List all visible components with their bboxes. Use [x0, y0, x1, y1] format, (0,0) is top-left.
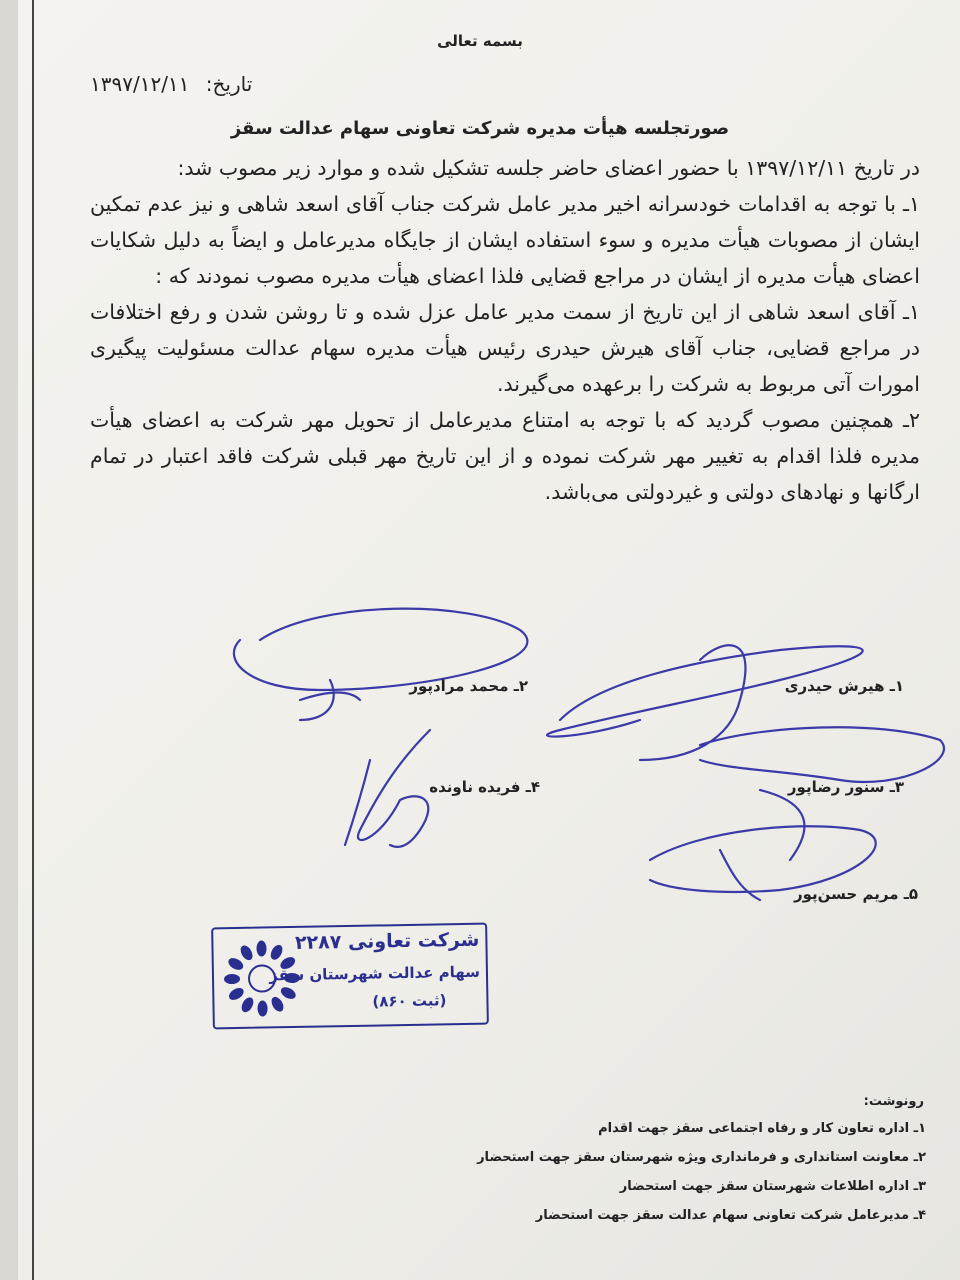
signatory-3: ۳ـ سنور رضاپور — [787, 778, 904, 796]
intro-paragraph: در تاریخ ۱۳۹۷/۱۲/۱۱ با حضور اعضای حاضر جلسه تشکیل شده و موارد زیر مصوب شد: — [177, 156, 920, 180]
cc-item-3: ۳ـ اداره اطلاعات شهرستان سقز جهت استحضار — [619, 1179, 926, 1194]
stamp-line-3: (ثبت ۸۶۰) — [372, 991, 447, 1011]
resolution-item-2: ۲ـ همچنین مصوب گردید که با توجه به امتناع مدیرعامل از تحویل مهر شرکت به اعضای هیأت مدیره فلذا اقدام به تغییر مهر شرکت نموده و از این تاریخ مهر قبلی شرکت فاقد اعتبار در تمام ارگانها و نهادهای دولتی و غیردولتی می‌باشد. — [90, 408, 920, 504]
date-value: ۱۳۹۷/۱۲/۱۱ — [90, 72, 190, 96]
signatory-1: ۱ـ هیرش حیدری — [784, 677, 904, 695]
signature-navandeh — [345, 730, 430, 847]
company-stamp — [211, 923, 489, 1030]
cc-item-1: ۱ـ اداره تعاون کار و رفاه اجتماعی سقز جهت اقدام — [598, 1121, 926, 1136]
cc-list — [226, 1118, 926, 1234]
signatory-4: ۴ـ فریده ناونده — [429, 778, 540, 796]
resolution-item-1: ۱ـ آقای اسعد شاهی از این تاریخ از سمت مدیر عامل عزل شده و تا روشن شدن و رفع اختلافات در مراجع قضایی، جناب آقای هیرش حیدری رئیس هیأت مدیره سهام عدالت مسئولیت پیگیری امورات آتی مربوط به شرکت را برعهده می‌گیرند. — [90, 300, 920, 396]
invocation-heading: بسمه تعالی — [437, 32, 523, 50]
document-title: صورتجلسه هیأت مدیره شرکت تعاونی سهام عدالت سقز — [230, 118, 730, 139]
cc-title: رونوشت: — [863, 1094, 924, 1109]
stamp-line-2: سهام عدالت شهرستان سقز — [269, 962, 481, 985]
cc-item-2: ۲ـ معاونت استانداری و فرمانداری ویژه شهرستان سقز جهت استحضار — [477, 1150, 926, 1165]
date-label: تاریخ: — [205, 72, 253, 96]
cc-item-4: ۴ـ مدیرعامل شرکت تعاونی سهام عدالت سقز جهت استحضار — [535, 1208, 926, 1223]
signatory-2: ۲ـ محمد مرادپور — [409, 677, 528, 695]
preamble-paragraph: ۱ـ با توجه به اقدامات خودسرانه اخیر مدیر عامل شرکت جناب آقای اسعد شاهی و نیز عدم تمکین ایشان از مصوبات هیأت مدیره و سوء استفاده ایشان از جایگاه مدیرعامل و ایضاً به دلیل شکایات اعضای هیأت مدیره از ایشان در مراجع قضایی فلذا اعضای هیأت مدیره مصوب نمودند که : — [90, 192, 920, 288]
stamp-line-1: شرکت تعاونی ۲۲۸۷ — [294, 928, 480, 954]
signature-moradpour — [234, 609, 527, 720]
signatory-5: ۵ـ مریم حسن‌پور — [794, 885, 918, 903]
